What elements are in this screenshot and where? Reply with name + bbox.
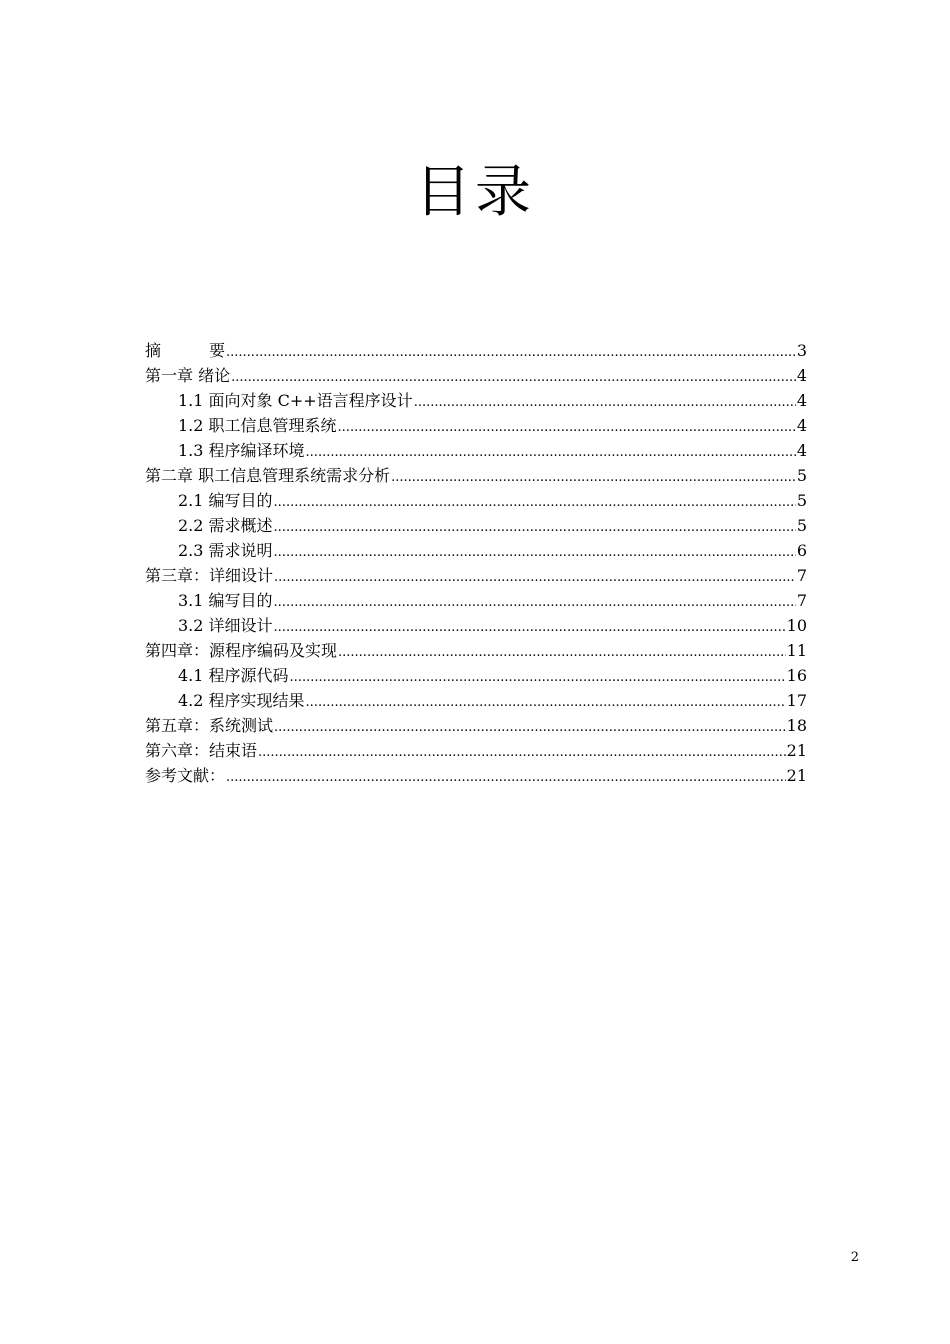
toc-dot-leader <box>274 613 786 640</box>
toc-entry-label: 4.2 程序实现结果 <box>178 691 305 710</box>
toc-entry-section-4-2[interactable] <box>145 688 815 713</box>
toc-dot-leader <box>274 713 786 740</box>
toc-entry-label: 1.3 程序编译环境 <box>178 441 305 460</box>
toc-entry-section-3-2[interactable] <box>145 613 815 638</box>
toc-dot-leader <box>274 563 796 590</box>
toc-entry-label: 1.2 职工信息管理系统 <box>178 416 337 435</box>
toc-entry-page: 16 <box>786 666 807 685</box>
toc-entry-page: 21 <box>786 766 807 785</box>
toc-dot-leader <box>338 413 796 440</box>
toc-entry-page: 4 <box>796 416 807 435</box>
toc-entry-section-1-3[interactable] <box>145 438 815 463</box>
toc-dot-leader <box>274 488 796 515</box>
toc-entry-abstract[interactable] <box>145 338 815 363</box>
toc-entry-page: 3 <box>796 341 807 360</box>
toc-entry-label: 2.3 需求说明 <box>178 541 273 560</box>
toc-entry-chapter-2[interactable] <box>145 463 815 488</box>
toc-dot-leader <box>231 363 796 390</box>
toc-entry-page: 18 <box>786 716 807 735</box>
toc-dot-leader <box>274 588 796 615</box>
toc-entry-page: 7 <box>796 591 807 610</box>
toc-dot-leader <box>274 513 796 540</box>
toc-entry-page: 7 <box>796 566 807 585</box>
toc-entry-chapter-4[interactable] <box>145 638 815 663</box>
toc-dot-leader <box>226 763 786 790</box>
toc-dot-leader <box>391 463 796 490</box>
toc-dot-leader <box>306 688 786 715</box>
toc-entry-section-3-1[interactable] <box>145 588 815 613</box>
toc-entry-label: 第三章：详细设计 <box>145 566 274 585</box>
toc-dot-leader <box>258 738 786 765</box>
toc-entry-label: 第五章：系统测试 <box>145 716 274 735</box>
toc-entry-chapter-5[interactable] <box>145 713 815 738</box>
toc-entry-label: 第一章 绪论 <box>145 366 231 385</box>
toc-entry-label: 2.1 编写目的 <box>178 491 273 510</box>
toc-entry-section-2-2[interactable] <box>145 513 815 538</box>
toc-entry-label: 参考文献： <box>145 766 226 785</box>
toc-entry-section-2-3[interactable] <box>145 538 815 563</box>
toc-dot-leader <box>414 388 796 415</box>
toc-entry-label: 2.2 需求概述 <box>178 516 273 535</box>
toc-entry-chapter-1[interactable] <box>145 363 815 388</box>
toc-entry-label: 摘 要 <box>145 341 226 360</box>
toc-entry-chapter-6[interactable] <box>145 738 815 763</box>
table-of-contents <box>145 338 815 788</box>
toc-entry-section-2-1[interactable] <box>145 488 815 513</box>
toc-dot-leader <box>274 538 796 565</box>
toc-entry-page: 17 <box>786 691 807 710</box>
toc-entry-references[interactable] <box>145 763 815 788</box>
toc-entry-page: 5 <box>796 516 807 535</box>
toc-entry-label: 第二章 职工信息管理系统需求分析 <box>145 466 391 485</box>
toc-entry-page: 5 <box>796 466 807 485</box>
toc-dot-leader <box>226 338 796 365</box>
toc-entry-label: 3.1 编写目的 <box>178 591 273 610</box>
toc-entry-label: 3.2 详细设计 <box>178 616 273 635</box>
toc-entry-page: 10 <box>786 616 807 635</box>
toc-entry-page: 4 <box>796 391 807 410</box>
toc-entry-page: 21 <box>786 741 807 760</box>
toc-entry-section-4-1[interactable] <box>145 663 815 688</box>
toc-entry-label: 第六章：结束语 <box>145 741 258 760</box>
page-number: 2 <box>850 1250 859 1265</box>
toc-entry-label: 4.1 程序源代码 <box>178 666 289 685</box>
toc-entry-chapter-3[interactable] <box>145 563 815 588</box>
toc-dot-leader <box>306 438 796 465</box>
toc-entry-label: 第四章：源程序编码及实现 <box>145 641 338 660</box>
toc-dot-leader <box>290 663 786 690</box>
toc-entry-page: 6 <box>796 541 807 560</box>
toc-entry-section-1-1[interactable] <box>145 388 815 413</box>
toc-dot-leader <box>338 638 786 665</box>
page-title: 目录 <box>415 160 535 225</box>
toc-entry-label: 1.1 面向对象 C++语言程序设计 <box>178 391 413 410</box>
toc-entry-page: 11 <box>786 641 807 660</box>
toc-entry-page: 4 <box>796 366 807 385</box>
toc-entry-page: 5 <box>796 491 807 510</box>
toc-entry-page: 4 <box>796 441 807 460</box>
toc-entry-section-1-2[interactable] <box>145 413 815 438</box>
